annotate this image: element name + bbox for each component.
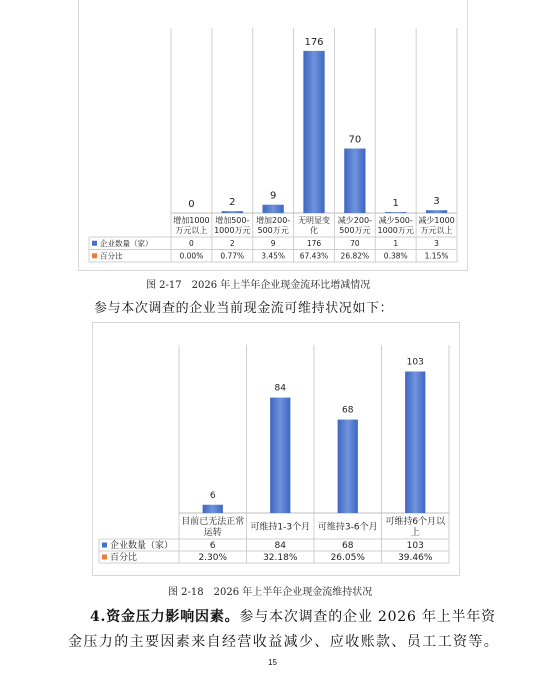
- chart-cashflow-change: [78, 0, 468, 271]
- legend-swatch: [102, 543, 107, 548]
- category-label: 500万元: [339, 226, 371, 235]
- category-label: 500万元: [257, 226, 289, 235]
- data-label: 68: [342, 405, 354, 416]
- bar: [270, 398, 290, 513]
- bar: [344, 149, 365, 213]
- table-cell: 68: [342, 541, 354, 552]
- table-cell: 32.18%: [263, 553, 298, 564]
- category-label: 运转: [203, 528, 222, 538]
- table-cell: 103: [406, 541, 424, 552]
- data-label: 103: [406, 357, 424, 368]
- data-label: 6: [209, 490, 216, 501]
- table-cell: 6: [209, 541, 216, 552]
- table-cell: 39.46%: [398, 553, 433, 564]
- category-label: 减少500-: [378, 216, 413, 225]
- legend-swatch: [102, 555, 107, 560]
- category-label: 可维持6个月以: [385, 517, 446, 527]
- table-cell: 3: [434, 238, 439, 248]
- table-cell: 1.15%: [424, 251, 449, 261]
- data-label: 3: [433, 196, 440, 208]
- table-cell: 1: [393, 238, 399, 248]
- data-label: 176: [304, 36, 324, 48]
- category-label: 1000万元: [377, 226, 414, 235]
- table-cell: 176: [306, 238, 322, 248]
- table-cell: 3.45%: [261, 251, 286, 261]
- table-series-name: 百分比: [110, 553, 138, 564]
- category-label: 可维持3-6个月: [317, 522, 378, 533]
- table-cell: 67.43%: [299, 251, 329, 261]
- bar: [263, 205, 284, 213]
- table-cell: 26.05%: [330, 553, 365, 564]
- legend-swatch: [92, 253, 97, 258]
- category-label: 1000万元: [214, 226, 251, 235]
- category-label: 万元以上: [420, 226, 453, 235]
- page-number: 15: [268, 658, 277, 667]
- category-label: 上: [410, 528, 420, 538]
- table-series-name: 企业数量（家）: [110, 541, 174, 552]
- table-cell: 2: [229, 238, 235, 248]
- data-label: 84: [274, 383, 286, 394]
- data-label: 1: [392, 198, 399, 210]
- table-cell: 2.30%: [198, 553, 228, 564]
- chart-cashflow-duration: [92, 322, 460, 576]
- table-cell: 26.82%: [340, 251, 370, 261]
- data-label: 70: [348, 134, 362, 146]
- table-cell: 0.00%: [179, 251, 204, 261]
- table-series-name: 百分比: [100, 251, 123, 261]
- chart-cashflow-change-svg: [79, 0, 467, 270]
- legend-swatch: [92, 241, 97, 246]
- section-heading: 4.资金压力影响因素。: [90, 609, 240, 625]
- table-cell: 70: [350, 238, 360, 248]
- figure-caption-2-18: 图 2-18 2026 年上半年企业现金流维持状况: [168, 587, 373, 598]
- table-cell: 0.77%: [220, 251, 245, 261]
- category-label: 减少1000: [418, 216, 455, 225]
- table-series-name: 企业数量（家）: [100, 238, 153, 248]
- section-paragraph-line-1: [90, 606, 496, 626]
- data-label: 2: [229, 197, 236, 209]
- table-cell: 84: [274, 541, 286, 552]
- section-body-line-2: 金压力的主要因素来自经营收益减少、应收账款、员工工资等。: [68, 634, 500, 650]
- section-body-line-1: 参与本次调查的企业 2026 年上半年资: [239, 609, 496, 625]
- category-label: 化: [310, 226, 318, 235]
- bar: [385, 212, 406, 213]
- category-label: 减少200-: [337, 216, 372, 225]
- bar: [203, 505, 223, 513]
- bar: [426, 210, 447, 213]
- table-cell: 9: [270, 238, 276, 248]
- category-label: 增加200-: [256, 216, 291, 225]
- category-label: 目前已无法正常: [181, 517, 245, 527]
- category-label: 可维持1-3个月: [250, 522, 311, 533]
- data-label: 9: [269, 190, 277, 202]
- bar: [405, 371, 425, 513]
- data-label: 0: [188, 199, 195, 210]
- table-cell: 0: [189, 238, 194, 248]
- bar: [222, 211, 243, 213]
- category-label: 万元以上: [175, 226, 208, 235]
- intro-paragraph: 参与本次调查的企业当前现金流可维持状况如下：: [94, 301, 394, 316]
- category-label: 增加500-: [215, 216, 250, 225]
- category-label: 增加1000: [173, 216, 210, 225]
- chart-cashflow-duration-svg: [93, 323, 459, 575]
- bar: [303, 51, 324, 213]
- figure-caption-2-17: 图 2-17 2026 年上半年企业现金流环比增减情况: [146, 280, 371, 291]
- table-cell: 0.38%: [383, 251, 408, 261]
- category-label: 无明显变: [298, 216, 330, 225]
- bar: [338, 420, 358, 513]
